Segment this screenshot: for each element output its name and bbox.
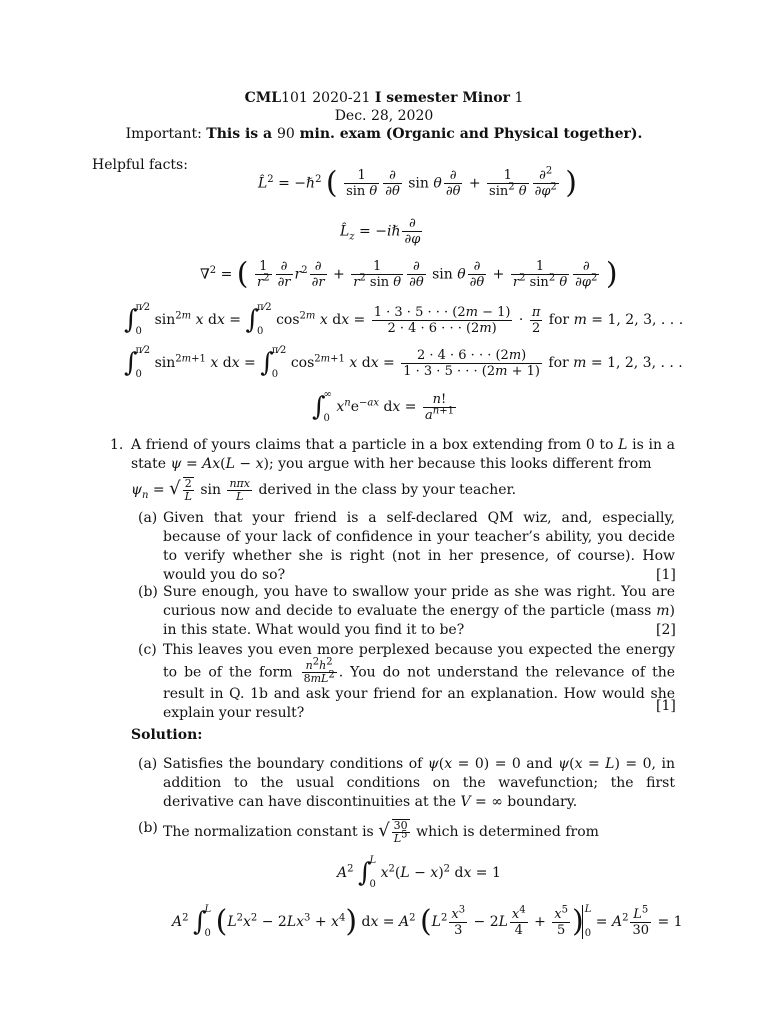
part-a-label: (a) bbox=[138, 510, 158, 526]
equation-gamma-integral: ∫ ∞ 0 $x^ne^{-ax}$ dx = $\frac{n!}{a^{n+1}}$ bbox=[312, 389, 454, 424]
exam-note: Important: This is a 90 min. exam (Organic and Physical together). bbox=[125, 126, 643, 142]
equation-wallis-odd: ∫ π⁄2 0 $\sin^{2m+1} x$ dx = ∫ π⁄2 0 $\cos^{2m+1} x$ dx = $\frac{2 \cdot 4 \cdot 6 \cdot \cdot \cdot (2m)}{1 \cdot 3 \cdot 5 \cdot \cdot \cdot (2m + 1)}$ for m = 1, 2, 3, . . . bbox=[124, 345, 683, 380]
part-c-marks: [1] bbox=[656, 698, 676, 714]
part-b-label: (b) bbox=[138, 584, 158, 600]
part-b-marks: [2] bbox=[656, 622, 676, 638]
equation-normalization: $A^2$ ∫ L 0 $x^2(L - x)^2$ dx = 1 bbox=[337, 855, 501, 890]
equation-normalization-expanded: $A^2$ ∫ L 0 $(L^2x^2 - 2Lx^3 + x^4)$ dx = $A^2$ ($L^2$ $\frac{x^3}{3}$ − 2L $\frac{x^4}{4}$ + $\frac{x^5}{5}$ ) L 0 = $A^2$ $\frac{L^5}{30}$ = 1 bbox=[172, 904, 683, 939]
exam-title: CML101 2020-21 I semester Minor 1 bbox=[244, 90, 524, 106]
equation-laplacian: ∇$^2$ = ( $\frac{1}{r^2}$ $\frac{\partial}{\partial r}$ $r^2$ $\frac{\partial}{\partial r}$ + $\frac{1}{r^2 \sin \theta}$ $\frac{\partial}{\partial\theta}$ sin θ $\frac{\partial}{\partial\theta}$ + $\frac{1}{r^2 \sin^2 \theta}$ $\frac{\partial}{\partial\varphi^2}$ ) bbox=[200, 256, 618, 292]
solution-a-text: Satisfies the boundary conditions of ψ(x = 0) = 0 and ψ(x = L) = 0, in addition to the usual conditions on the wavefunction; the first derivative can have discontinuities at the V = ∞ boundary. bbox=[163, 756, 675, 810]
solution-a-label: (a) bbox=[138, 756, 158, 772]
part-a-marks: [1] bbox=[656, 567, 676, 583]
solution-b-text: The normalization constant is √ $\frac{30}{L^5}$ which is determined from bbox=[163, 819, 599, 845]
question-number: 1. bbox=[110, 437, 124, 453]
part-c-text: This leaves you even more perplexed because you expected the energy to be of the form $\frac{n^2h^2}{8mL^2}$ . You do not understand the relevance of the result in Q. 1b and ask your friend for an explanation. How would she explain your result? bbox=[163, 642, 676, 721]
equation-l-squared: L̂$^2$ = −ℏ$^2$ ( $\frac{1}{\text{sin θ}}$ $\frac{\partial}{\partial\theta}$ sin θ $\frac{\partial}{\partial\theta}$ + $\frac{1}{\sin^2 \theta}$ $\frac{\partial^2}{\partial\varphi^2}$ ) bbox=[258, 165, 577, 201]
equation-l-z: $L̂_z$ = −iℏ $\frac{\partial}{\partial\varphi}$ bbox=[340, 216, 421, 247]
question-intro: A friend of yours claims that a particle in a box extending from 0 to L is in a state ψ = Ax(L − x); you argue with her because this looks different from $\psi_n$ = √ $\frac{2}{L}$ sin $\frac{\text{nπx}}{L}$ derived in the class by your teacher. bbox=[131, 437, 675, 503]
part-a-text: Given that your friend is a self-declared QM wiz, and, especially, because of your lack of confidence in your teacher’s ability, you decide to verify whether she is right (not in her presence, of course). How would you do so? bbox=[163, 510, 675, 583]
helpful-facts-label: Helpful facts: bbox=[92, 157, 188, 173]
equation-wallis-even: ∫ π⁄2 0 $\sin^{2m} x$ dx = ∫ π⁄2 0 $\cos^{2m} x$ dx = $\frac{1 \cdot 3 \cdot 5 \cdot \cdot \cdot (2m - 1)}{2 \cdot 4 \cdot 6 \cdot \cdot \cdot (2m)}$ · $\frac{\pi}{2}$ for m = 1, 2, 3, . . . bbox=[124, 302, 684, 337]
exam-date: Dec. 28, 2020 bbox=[334, 108, 434, 124]
part-b-text: Sure enough, you have to swallow your pride as she was right. You are curious now and decide to evaluate the energy of the particle (mass m) in this state. What would you find it to be? bbox=[163, 584, 675, 638]
solution-b-label: (b) bbox=[138, 820, 158, 836]
solution-heading: Solution: bbox=[131, 727, 203, 743]
part-c-label: (c) bbox=[138, 642, 157, 658]
